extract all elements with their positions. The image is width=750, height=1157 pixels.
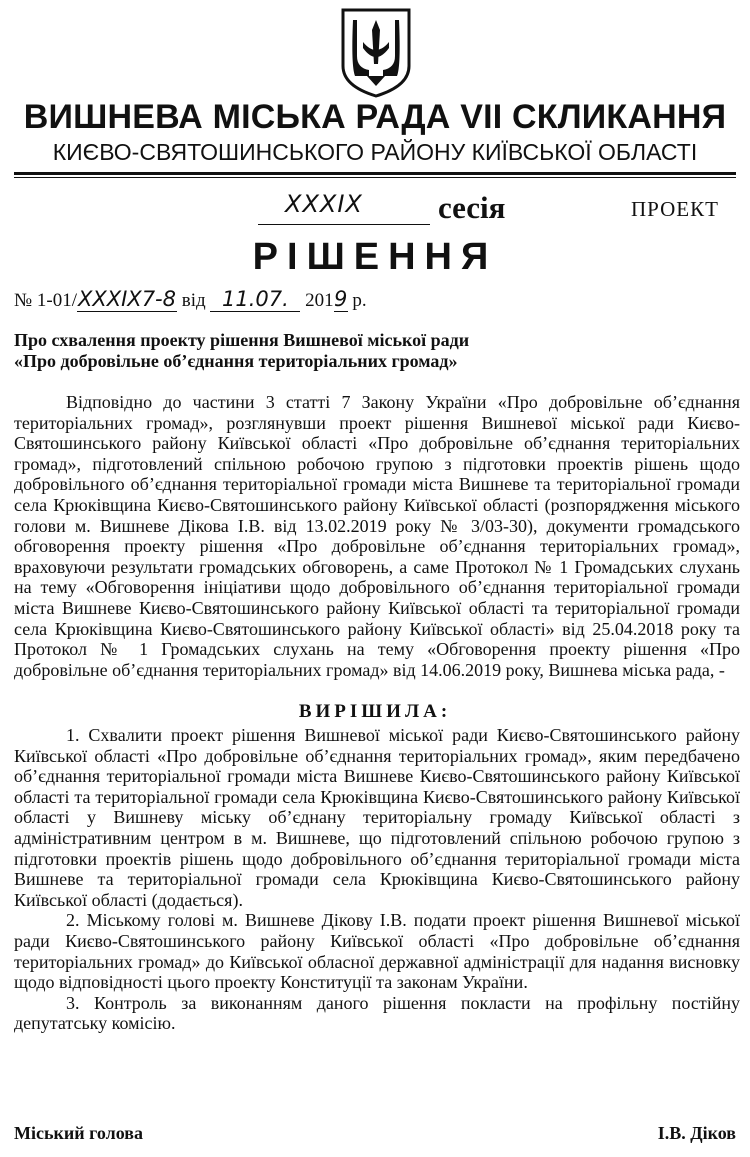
- year-suffix: р.: [352, 290, 367, 311]
- title-line-1: Про схвалення проекту рішення Вишневої міської ради: [14, 330, 470, 350]
- preamble-paragraph: Відповідно до частини 3 статті 7 Закону України «Про добровільне об’єднання територіальних громад», розглянувши проект рішення Вишневої міської ради Києво-Святошинського району Київської області «Про добровільне об’єднання територіальних громад», підготовлений спільною робочою групою з підготовки проектів рішень щодо добровільного об’єднання територіальної громади міста Вишневе та територіальної громади села Крюківщина Києво-Святошинського району Київської області (розпорядження міського голови м. Вишневе Дікова І.В. від 13.02.2019 року № 3/03-30), документи громадського обговорення проекту рішення «Про добровільне об’єднання територіальних громад», враховуючи результати громадських обговорень, а саме Протокол № 1 Громадських слухань на тему «Обговорення ініціативи щодо добровільного об’єднання територіальної громади міста Вишневе Києво-Святошинського району Київської області та територіальної громади села Крюківщина Києво-Святошинського району Київської області» від 25.04.2018 року та Протокол № 1 Громадських слухань на тему «Обговорення проекту рішення «Про добровільне об’єднання територіальних громад» від 14.06.2019 року, Вишнева міська рада, -: [14, 392, 740, 680]
- title-line-2: «Про добровільне об’єднання територіальних громад»: [14, 351, 458, 371]
- decision-number: XXXIX7-8: [77, 287, 176, 311]
- session-number: XXXIX: [285, 190, 363, 218]
- council-name: ВИШНЕВА МІСЬКА РАДА VII СКЛИКАННЯ: [23, 98, 727, 136]
- session-label: сесія: [438, 190, 506, 225]
- decision-item-2: 2. Міському голові м. Вишневе Дікову І.В. подати проект рішення Вишневої міської ради Києво-Святошинського району Київської області «Про добровільне об’єднання територіальних громад» до Київської обласної державної адміністрації для надання висновку щодо відповідності цього проекту Конституції та законам України.: [14, 910, 740, 993]
- header-divider-thin: [14, 177, 736, 178]
- decision-heading: РІШЕННЯ: [252, 236, 498, 278]
- decision-item-1: 1. Схвалити проект рішення Вишневої міської ради Києво-Святошинського району Київської області «Про добровільне об’єднання територіальних громад», яким передбачено об’єднання територіальної громади міста Вишневе Києво-Святошинського району Київської області та територіальної громади села Крюківщина Києво-Святошинського району Київської області у Вишневу міську об’єднану територіальну громаду Київської області з адміністративним центром в м. Вишневе, що підготовлений спільною робочою групою з підготовки проектів рішень щодо добровільного об’єднання територіальної громади міста Вишневе та територіальної громади села Крюківщина Києво-Святошинського району Київської області (додається).: [14, 725, 740, 910]
- signature-name: І.В. Діков: [657, 1123, 736, 1143]
- decision-items: [14, 725, 740, 1034]
- draft-label: ПРОЕКТ: [631, 197, 719, 221]
- decision-title: [14, 330, 469, 372]
- from-label: від: [181, 290, 206, 311]
- year-prefix: 201: [305, 290, 334, 311]
- decision-item-3: 3. Контроль за виконанням даного рішення покласти на профільну постійну депутатську комісію.: [14, 992, 740, 1034]
- preamble: [14, 392, 740, 680]
- district-name: КИЄВО-СВЯТОШИНСЬКОГО РАЙОНУ КИЇВСЬКОЇ ОБЛАСТІ: [52, 139, 698, 165]
- signature-position: Міський голова: [14, 1123, 143, 1143]
- trident-emblem-icon: [339, 6, 413, 98]
- decision-date: 11.07.: [210, 287, 300, 312]
- header-divider: [14, 172, 736, 175]
- number-prefix: № 1-01/: [14, 290, 77, 311]
- year-digit: 9: [333, 287, 348, 311]
- decision-number-line: [14, 287, 367, 312]
- resolved-heading: ВИРІШИЛА:: [298, 701, 452, 722]
